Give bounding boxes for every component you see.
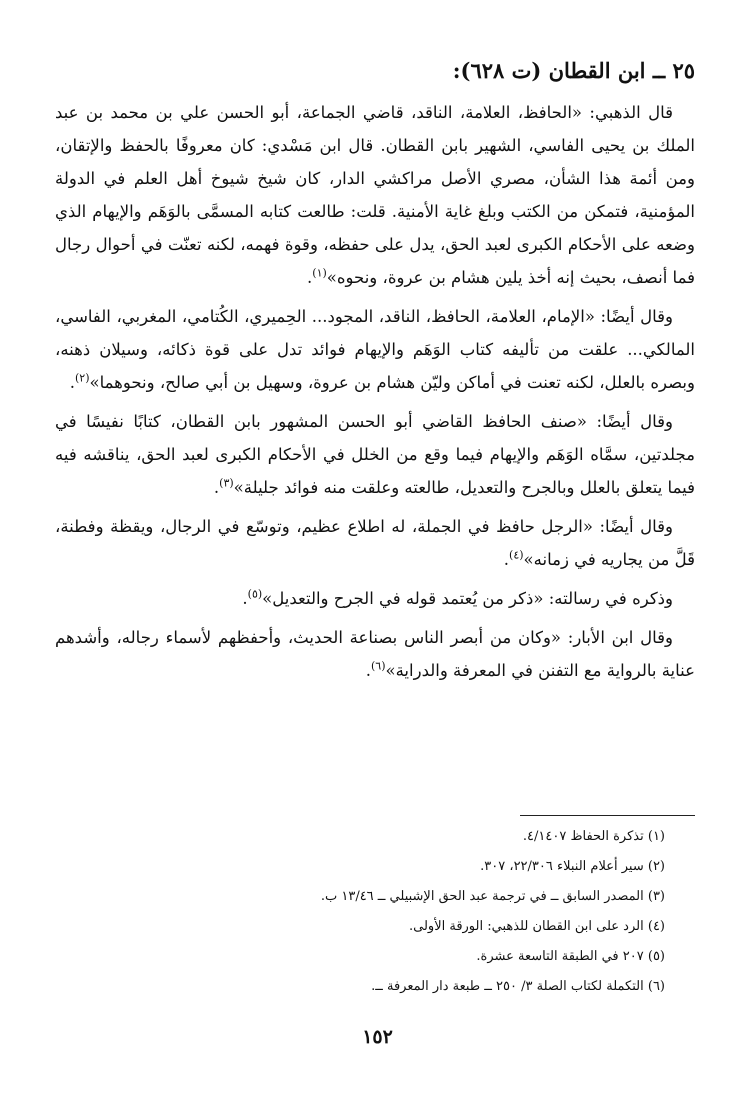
footnote-item: (١) تذكرة الحفاظ ٤/١٤٠٧. [522, 829, 665, 844]
footnotes-list [65, 822, 665, 1002]
paragraph-text: قال الذهبي: «الحافظ، العلامة، الناقد، قاضي الجماعة، أبو الحسن علي بن محمد بن عبد الملك بن يحيى الفاسي، الشهير بابن القطان. قال ابن مَسْدي: كان معروفًا بالحفظ والإتقان، ومن أئمة هذا الشأن، مصري الأصل مراكشي الدار، كان شيخ شيوخ أهل العلم في الدولة المؤمنية، فتمكن من الكتب وبلغ غاية الأمنية. قلت: طالعت كتابه المسمَّى بالوَهَم والإيهام الذي وضعه على الأحكام الكبرى لعبد الحق، يدل على حفظه، وقوة فهمه، لكنه تعنّت في أحوال رجال فما أنصف، بحيث إنه أخذ يلين هشام بن عروة، ونحوه» [55, 103, 695, 287]
footnote-item: (٥) ٢٠٧ في الطبقة التاسعة عشرة. [476, 949, 665, 964]
paragraph-dhahabi-3 [55, 405, 695, 504]
paragraph-text: وذكره في رسالته: «ذكر من يُعتمد قوله في الجرح والتعديل» [262, 589, 673, 608]
paragraph-text: وقال ابن الأبار: «وكان من أبصر الناس بصناعة الحديث، وأحفظهم لأسماء رجاله، وأشدهم عناية بالرواية مع التفنن في المعرفة والدراية» [55, 628, 695, 680]
entry-heading: ٢٥ ــ ابن القطان (ت ٦٢٨): [452, 58, 695, 83]
footnote-marker: (٤) [509, 548, 524, 562]
footnote-item: (٢) سير أعلام النبلاء ٢٢/٣٠٦، ٣٠٧. [480, 859, 665, 874]
footnote-item: (٣) المصدر السابق ــ في ترجمة عبد الحق الإشبيلي ــ ١٣/٤٦ ب. [320, 889, 665, 904]
paragraph-dhahabi-1 [55, 96, 695, 294]
footnote-marker: (٥) [247, 587, 263, 601]
footnote-marker: (١) [312, 266, 327, 280]
footnote-marker: (٣) [219, 476, 234, 490]
footnote-marker: (٢) [75, 371, 90, 385]
footnote-separator [520, 815, 695, 816]
paragraph-end: . [69, 373, 75, 392]
paragraph-text: وقال أيضًا: «صنف الحافظ القاضي أبو الحسن المشهور بابن القطان، كتابًا نفيسًا في مجلدتين، سمَّاه الوَهَم والإيهام فيما وقع من الخلل في الأحكام الكبرى لعبد الحق، يناقشه فيه فيما يتعلق بالعلل وبالجرح والتعديل، طالعته وعلقت منه فوائد جليلة» [55, 412, 695, 497]
paragraph-text: وقال أيضًا: «الرجل حافظ في الجملة، له اطلاع عظيم، وتوسّع في الرجال، ويقظة وفطنة، قَلَّ من يجاريه في زمانه» [55, 517, 695, 569]
paragraph-end: . [503, 550, 510, 569]
paragraph-dhahabi-4 [55, 510, 695, 576]
footnote-item: (٤) الرد على ابن القطان للذهبي: الورقة الأولى. [408, 919, 665, 934]
entry-body [55, 96, 695, 687]
paragraph-text: وقال أيضًا: «الإمام، العلامة، الحافظ، الناقد، المجود... الحِميري، الكُتامي، المغربي، الفاسي، المالكي... علقت من تأليفه كتاب الوَهَم والإيهام فوائد تدل على قوة ذكائه، وسيلان ذهنه، وبصره بالعلل، لكنه تعنت في أماكن وليّن هشام بن عروة، وسهيل بن أبي صالح، ونحوهما» [55, 307, 695, 392]
paragraph-end: . [307, 268, 313, 287]
page-number: ١٥٢ [362, 1026, 393, 1048]
footnote-item: (٦) التكملة لكتاب الصلة ٣/ ٢٥٠ ــ طبعة دار المعرفة ــ. [371, 979, 665, 994]
paragraph-ibn-al-abbar [55, 621, 695, 687]
footnote-marker: (٦) [370, 659, 386, 673]
paragraph-end: . [213, 478, 220, 497]
paragraph-end: . [242, 589, 248, 608]
paragraph-end: . [365, 661, 371, 680]
paragraph-risala [55, 582, 695, 615]
paragraph-dhahabi-2 [55, 300, 695, 399]
